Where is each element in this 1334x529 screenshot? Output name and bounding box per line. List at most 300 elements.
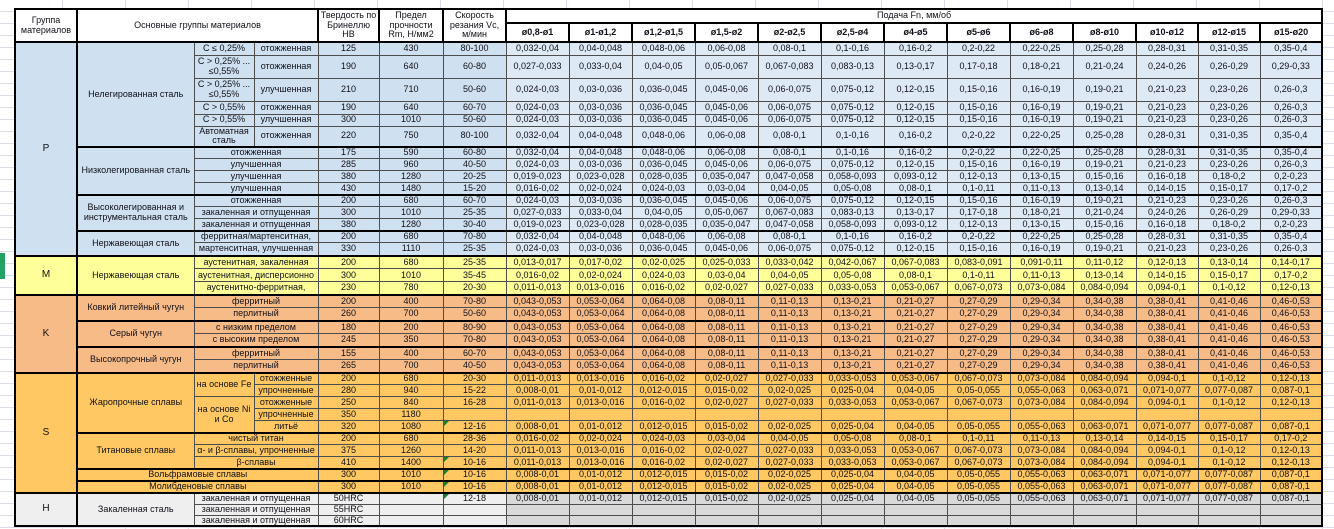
- feed-cell[interactable]: 0,064-0,08: [632, 334, 695, 347]
- hardness-cell[interactable]: 380: [318, 219, 379, 231]
- feed-cell[interactable]: 0,28-0,31: [1136, 42, 1198, 55]
- header-diameter-range[interactable]: ø6-ø8: [1010, 23, 1073, 42]
- feed-cell[interactable]: [1260, 504, 1322, 515]
- speed-cell[interactable]: [443, 409, 506, 421]
- feed-cell[interactable]: 0,04-0,05: [632, 207, 695, 219]
- feed-cell[interactable]: 0,46-0,53: [1260, 295, 1322, 308]
- feed-cell[interactable]: 0,036-0,045: [632, 195, 695, 207]
- speed-cell[interactable]: 25-35: [443, 256, 506, 269]
- strength-cell[interactable]: 700: [379, 360, 443, 373]
- feed-cell[interactable]: 0,013-0,016: [569, 445, 632, 457]
- speed-cell[interactable]: [443, 515, 506, 526]
- feed-cell[interactable]: 0,048-0,06: [632, 147, 695, 159]
- feed-cell[interactable]: 0,16-0,19: [1010, 78, 1073, 101]
- feed-cell[interactable]: 0,094-0,1: [1136, 457, 1198, 469]
- state-cell[interactable]: закаленная и отпущенная: [194, 219, 318, 231]
- hardness-cell[interactable]: 55HRC: [318, 504, 379, 515]
- feed-cell[interactable]: 0,1-0,11: [947, 433, 1010, 445]
- feed-cell[interactable]: 0,025-0,04: [821, 385, 884, 397]
- strength-cell[interactable]: 350: [379, 334, 443, 347]
- feed-cell[interactable]: 0,06-0,075: [758, 159, 821, 171]
- feed-cell[interactable]: 0,23-0,26: [1198, 243, 1260, 256]
- feed-cell[interactable]: 0,043-0,053: [506, 334, 569, 347]
- feed-cell[interactable]: 0,21-0,27: [884, 321, 947, 334]
- hardness-cell[interactable]: 190: [318, 55, 379, 78]
- feed-cell[interactable]: [1073, 515, 1136, 526]
- feed-cell[interactable]: 0,036-0,045: [632, 114, 695, 126]
- feed-cell[interactable]: 0,19-0,21: [1073, 195, 1136, 207]
- feed-cell[interactable]: 0,14-0,15: [1136, 183, 1198, 195]
- feed-cell[interactable]: 0,071-0,077: [1136, 469, 1198, 481]
- state-cell[interactable]: аустенитная, закаленная: [194, 256, 318, 269]
- material-group-cell[interactable]: Закаленная сталь: [77, 493, 194, 526]
- feed-cell[interactable]: 0,02-0,027: [695, 397, 758, 409]
- feed-cell[interactable]: 0,073-0,084: [1010, 457, 1073, 469]
- feed-cell[interactable]: 0,27-0,29: [947, 347, 1010, 360]
- feed-cell[interactable]: 0,29-0,34: [1010, 295, 1073, 308]
- feed-cell[interactable]: 0,05-0,055: [947, 421, 1010, 433]
- feed-cell[interactable]: 0,12-0,13: [1260, 282, 1322, 295]
- feed-cell[interactable]: 0,087-0,1: [1260, 493, 1322, 504]
- feed-cell[interactable]: 0,23-0,26: [1198, 195, 1260, 207]
- feed-cell[interactable]: 0,01-0,012: [569, 481, 632, 493]
- hardness-cell[interactable]: 200: [318, 195, 379, 207]
- feed-cell[interactable]: 0,012-0,015: [632, 469, 695, 481]
- feed-cell[interactable]: 0,27-0,29: [947, 334, 1010, 347]
- feed-cell[interactable]: 0,19-0,21: [1073, 159, 1136, 171]
- hardness-cell[interactable]: 300: [318, 269, 379, 282]
- feed-cell[interactable]: 0,38-0,41: [1136, 334, 1198, 347]
- feed-cell[interactable]: 0,11-0,13: [758, 321, 821, 334]
- feed-cell[interactable]: 0,25-0,28: [1073, 231, 1136, 243]
- feed-cell[interactable]: 0,08-0,11: [695, 295, 758, 308]
- feed-cell[interactable]: 0,1-0,16: [821, 42, 884, 55]
- feed-cell[interactable]: 0,024-0,03: [506, 114, 569, 126]
- state-cell[interactable]: литьё: [254, 421, 318, 433]
- feed-cell[interactable]: 0,087-0,1: [1260, 421, 1322, 433]
- feed-cell[interactable]: [821, 504, 884, 515]
- header-diameter-range[interactable]: ø1,5-ø2: [695, 23, 758, 42]
- feed-cell[interactable]: 0,01-0,012: [569, 469, 632, 481]
- strength-cell[interactable]: 1010: [379, 269, 443, 282]
- feed-cell[interactable]: 0,16-0,19: [1010, 114, 1073, 126]
- speed-cell[interactable]: 80-100: [443, 42, 506, 55]
- feed-cell[interactable]: 0,34-0,38: [1073, 308, 1136, 321]
- feed-cell[interactable]: 0,2-0,23: [1260, 219, 1322, 231]
- feed-cell[interactable]: 0,05-0,055: [947, 469, 1010, 481]
- feed-cell[interactable]: 0,04-0,05: [884, 493, 947, 504]
- feed-cell[interactable]: 0,036-0,045: [632, 243, 695, 256]
- feed-cell[interactable]: [632, 515, 695, 526]
- material-group-cell[interactable]: Нелегированная сталь: [77, 42, 194, 147]
- state-cell[interactable]: отожженные: [254, 373, 318, 385]
- state-cell[interactable]: закаленная и отпущенная: [194, 515, 318, 526]
- feed-cell[interactable]: 0,02-0,024: [569, 183, 632, 195]
- feed-cell[interactable]: 0,26-0,3: [1260, 114, 1322, 126]
- hardness-cell[interactable]: 245: [318, 334, 379, 347]
- feed-cell[interactable]: 0,41-0,46: [1198, 321, 1260, 334]
- feed-cell[interactable]: 0,032-0,04: [506, 147, 569, 159]
- feed-cell[interactable]: 0,053-0,064: [569, 360, 632, 373]
- hardness-cell[interactable]: 320: [318, 421, 379, 433]
- feed-cell[interactable]: 0,13-0,17: [884, 55, 947, 78]
- material-group-cell[interactable]: Серый чугун: [77, 321, 194, 347]
- hardness-cell[interactable]: 210: [318, 78, 379, 101]
- speed-cell[interactable]: 60-80: [443, 147, 506, 159]
- state-cell[interactable]: отожженная: [254, 126, 318, 147]
- subtype-cell[interactable]: Автоматная сталь: [194, 126, 254, 147]
- feed-cell[interactable]: 0,17-0,2: [1260, 269, 1322, 282]
- state-cell[interactable]: отожженная: [194, 147, 318, 159]
- feed-cell[interactable]: 0,06-0,08: [695, 126, 758, 147]
- feed-cell[interactable]: 0,067-0,083: [758, 55, 821, 78]
- feed-cell[interactable]: 0,12-0,15: [884, 195, 947, 207]
- hardness-cell[interactable]: 350: [318, 409, 379, 421]
- feed-cell[interactable]: 0,1-0,16: [821, 231, 884, 243]
- feed-cell[interactable]: 0,015-0,02: [695, 481, 758, 493]
- feed-cell[interactable]: 0,055-0,063: [1010, 481, 1073, 493]
- feed-cell[interactable]: 0,084-0,094: [1073, 457, 1136, 469]
- feed-cell[interactable]: 0,2-0,23: [1260, 171, 1322, 183]
- feed-cell[interactable]: 0,46-0,53: [1260, 360, 1322, 373]
- feed-cell[interactable]: 0,024-0,03: [632, 269, 695, 282]
- speed-cell[interactable]: 70-80: [443, 231, 506, 243]
- feed-cell[interactable]: 0,23-0,26: [1198, 159, 1260, 171]
- feed-cell[interactable]: 0,16-0,2: [884, 42, 947, 55]
- feed-cell[interactable]: 0,17-0,2: [1260, 183, 1322, 195]
- feed-cell[interactable]: [884, 409, 947, 421]
- header-diameter-range[interactable]: ø1,2-ø1,5: [632, 23, 695, 42]
- feed-cell[interactable]: 0,071-0,077: [1136, 385, 1198, 397]
- material-group-cell[interactable]: Вольфрамовые сплавы: [77, 469, 318, 481]
- feed-cell[interactable]: 0,34-0,38: [1073, 295, 1136, 308]
- feed-cell[interactable]: 0,053-0,064: [569, 308, 632, 321]
- feed-cell[interactable]: 0,075-0,12: [821, 159, 884, 171]
- feed-cell[interactable]: 0,2-0,22: [947, 126, 1010, 147]
- feed-cell[interactable]: 0,35-0,4: [1260, 126, 1322, 147]
- hardness-cell[interactable]: 285: [318, 159, 379, 171]
- feed-cell[interactable]: 0,25-0,28: [1073, 42, 1136, 55]
- feed-cell[interactable]: 0,04-0,05: [758, 183, 821, 195]
- feed-cell[interactable]: 0,12-0,13: [947, 171, 1010, 183]
- material-group-cell[interactable]: Низколегированная сталь: [77, 147, 194, 195]
- feed-cell[interactable]: 0,064-0,08: [632, 308, 695, 321]
- feed-cell[interactable]: 0,073-0,084: [1010, 373, 1073, 385]
- feed-cell[interactable]: 0,08-0,1: [884, 269, 947, 282]
- feed-cell[interactable]: 0,073-0,084: [1010, 397, 1073, 409]
- feed-cell[interactable]: 0,02-0,024: [569, 269, 632, 282]
- feed-cell[interactable]: 0,019-0,023: [506, 171, 569, 183]
- feed-cell[interactable]: 0,04-0,048: [569, 42, 632, 55]
- speed-cell[interactable]: 20-25: [443, 171, 506, 183]
- hardness-cell[interactable]: 175: [318, 147, 379, 159]
- feed-cell[interactable]: 0,1-0,11: [947, 269, 1010, 282]
- state-cell[interactable]: отожженная: [194, 195, 318, 207]
- feed-cell[interactable]: 0,045-0,06: [695, 101, 758, 114]
- feed-cell[interactable]: 0,043-0,053: [506, 347, 569, 360]
- feed-cell[interactable]: 0,13-0,14: [1073, 269, 1136, 282]
- feed-cell[interactable]: 0,02-0,025: [758, 385, 821, 397]
- feed-cell[interactable]: 0,024-0,03: [632, 183, 695, 195]
- feed-cell[interactable]: 0,053-0,064: [569, 295, 632, 308]
- strength-cell[interactable]: 960: [379, 159, 443, 171]
- speed-cell[interactable]: 12-16: [443, 421, 506, 433]
- header-diameter-range[interactable]: ø15-ø20: [1260, 23, 1322, 42]
- state-cell[interactable]: улучшенная: [194, 183, 318, 195]
- feed-cell[interactable]: 0,08-0,1: [884, 433, 947, 445]
- feed-cell[interactable]: 0,028-0,035: [632, 219, 695, 231]
- feed-cell[interactable]: 0,1-0,16: [821, 126, 884, 147]
- feed-cell[interactable]: 0,083-0,13: [821, 207, 884, 219]
- feed-cell[interactable]: 0,1-0,12: [1198, 445, 1260, 457]
- header-brinell-hardness[interactable]: Твердость по Бринеллю HB: [318, 9, 379, 42]
- feed-cell[interactable]: [821, 515, 884, 526]
- feed-cell[interactable]: 0,1-0,16: [821, 147, 884, 159]
- feed-cell[interactable]: 0,35-0,4: [1260, 42, 1322, 55]
- state-cell[interactable]: чистый титан: [194, 433, 318, 445]
- feed-cell[interactable]: 0,077-0,087: [1198, 469, 1260, 481]
- feed-cell[interactable]: 0,033-0,053: [821, 457, 884, 469]
- feed-cell[interactable]: 0,12-0,15: [884, 243, 947, 256]
- feed-cell[interactable]: 0,055-0,063: [1010, 385, 1073, 397]
- feed-cell[interactable]: 0,38-0,41: [1136, 308, 1198, 321]
- feed-cell[interactable]: 0,024-0,03: [506, 243, 569, 256]
- feed-cell[interactable]: [1260, 409, 1322, 421]
- feed-cell[interactable]: 0,14-0,17: [1260, 256, 1322, 269]
- feed-cell[interactable]: 0,023-0,028: [569, 171, 632, 183]
- feed-cell[interactable]: [632, 504, 695, 515]
- feed-cell[interactable]: 0,032-0,04: [506, 231, 569, 243]
- strength-cell[interactable]: 1110: [379, 243, 443, 256]
- feed-cell[interactable]: 0,01-0,012: [569, 493, 632, 504]
- feed-cell[interactable]: 0,053-0,064: [569, 334, 632, 347]
- strength-cell[interactable]: 780: [379, 282, 443, 295]
- feed-cell[interactable]: 0,29-0,34: [1010, 334, 1073, 347]
- strength-cell[interactable]: 1400: [379, 457, 443, 469]
- feed-cell[interactable]: 0,048-0,06: [632, 231, 695, 243]
- strength-cell[interactable]: 1280: [379, 171, 443, 183]
- feed-cell[interactable]: 0,22-0,25: [1010, 126, 1073, 147]
- feed-cell[interactable]: 0,11-0,13: [758, 308, 821, 321]
- feed-cell[interactable]: 0,02-0,027: [695, 457, 758, 469]
- feed-cell[interactable]: 0,11-0,13: [1010, 183, 1073, 195]
- hardness-cell[interactable]: 300: [318, 114, 379, 126]
- header-main-material-groups[interactable]: Основные группы материалов: [77, 9, 318, 42]
- feed-cell[interactable]: 0,06-0,075: [758, 243, 821, 256]
- feed-cell[interactable]: 0,13-0,21: [821, 334, 884, 347]
- feed-cell[interactable]: 0,46-0,53: [1260, 347, 1322, 360]
- feed-cell[interactable]: 0,2-0,22: [947, 42, 1010, 55]
- feed-cell[interactable]: 0,087-0,1: [1260, 481, 1322, 493]
- feed-cell[interactable]: 0,46-0,53: [1260, 321, 1322, 334]
- feed-cell[interactable]: 0,094-0,1: [1136, 445, 1198, 457]
- feed-cell[interactable]: 0,28-0,31: [1136, 126, 1198, 147]
- feed-cell[interactable]: 0,1-0,11: [947, 183, 1010, 195]
- speed-cell[interactable]: 20-30: [443, 373, 506, 385]
- feed-cell[interactable]: 0,063-0,071: [1073, 421, 1136, 433]
- feed-cell[interactable]: 0,016-0,02: [632, 457, 695, 469]
- feed-cell[interactable]: 0,12-0,13: [1260, 445, 1322, 457]
- feed-cell[interactable]: 0,21-0,23: [1136, 101, 1198, 114]
- feed-cell[interactable]: 0,04-0,05: [884, 385, 947, 397]
- hardness-cell[interactable]: 375: [318, 445, 379, 457]
- speed-cell[interactable]: 28-36: [443, 433, 506, 445]
- feed-cell[interactable]: 0,05-0,067: [695, 207, 758, 219]
- feed-cell[interactable]: [632, 409, 695, 421]
- feed-cell[interactable]: 0,16-0,19: [1010, 159, 1073, 171]
- state-cell[interactable]: улучшенная: [254, 78, 318, 101]
- feed-cell[interactable]: 0,06-0,075: [758, 78, 821, 101]
- state-cell[interactable]: улучшенная: [194, 171, 318, 183]
- feed-cell[interactable]: 0,077-0,087: [1198, 481, 1260, 493]
- feed-cell[interactable]: 0,03-0,036: [569, 243, 632, 256]
- feed-cell[interactable]: 0,08-0,11: [695, 308, 758, 321]
- feed-cell[interactable]: 0,18-0,2: [1198, 171, 1260, 183]
- feed-cell[interactable]: [947, 515, 1010, 526]
- feed-cell[interactable]: 0,077-0,087: [1198, 421, 1260, 433]
- header-tensile-strength[interactable]: Предел прочности Rm, Н/мм2: [379, 9, 443, 42]
- feed-cell[interactable]: 0,013-0,016: [569, 373, 632, 385]
- material-group-cell[interactable]: Жаропрочные сплавы: [77, 373, 194, 433]
- feed-cell[interactable]: 0,027-0,033: [758, 445, 821, 457]
- feed-cell[interactable]: 0,41-0,46: [1198, 295, 1260, 308]
- feed-cell[interactable]: 0,11-0,13: [1010, 433, 1073, 445]
- feed-cell[interactable]: 0,08-0,1: [758, 42, 821, 55]
- state-cell[interactable]: перлитный: [194, 360, 318, 373]
- feed-cell[interactable]: 0,03-0,036: [569, 159, 632, 171]
- feed-cell[interactable]: 0,04-0,05: [884, 421, 947, 433]
- feed-cell[interactable]: 0,29-0,34: [1010, 321, 1073, 334]
- feed-cell[interactable]: 0,013-0,016: [569, 457, 632, 469]
- feed-cell[interactable]: [695, 515, 758, 526]
- hardness-cell[interactable]: 430: [318, 183, 379, 195]
- feed-cell[interactable]: 0,06-0,08: [695, 231, 758, 243]
- feed-cell[interactable]: 0,016-0,02: [632, 445, 695, 457]
- feed-cell[interactable]: 0,2-0,22: [947, 147, 1010, 159]
- feed-cell[interactable]: 0,033-0,053: [821, 445, 884, 457]
- feed-cell[interactable]: 0,067-0,073: [947, 397, 1010, 409]
- feed-cell[interactable]: 0,08-0,1: [758, 147, 821, 159]
- feed-cell[interactable]: [506, 409, 569, 421]
- feed-cell[interactable]: 0,18-0,21: [1010, 207, 1073, 219]
- feed-cell[interactable]: 0,15-0,16: [947, 243, 1010, 256]
- state-cell[interactable]: упрочненные: [254, 409, 318, 421]
- hardness-cell[interactable]: 380: [318, 171, 379, 183]
- feed-cell[interactable]: 0,04-0,048: [569, 231, 632, 243]
- feed-cell[interactable]: 0,045-0,06: [695, 195, 758, 207]
- hardness-cell[interactable]: 280: [318, 385, 379, 397]
- feed-cell[interactable]: 0,019-0,023: [506, 219, 569, 231]
- feed-cell[interactable]: 0,04-0,048: [569, 126, 632, 147]
- feed-cell[interactable]: 0,1-0,12: [1198, 397, 1260, 409]
- speed-cell[interactable]: 60-70: [443, 101, 506, 114]
- state-cell[interactable]: закаленная и отпущенная: [194, 207, 318, 219]
- hardness-cell[interactable]: 410: [318, 457, 379, 469]
- feed-cell[interactable]: 0,048-0,06: [632, 42, 695, 55]
- feed-cell[interactable]: [1198, 409, 1260, 421]
- strength-cell[interactable]: 710: [379, 78, 443, 101]
- feed-cell[interactable]: 0,22-0,25: [1010, 147, 1073, 159]
- feed-cell[interactable]: 0,16-0,2: [884, 231, 947, 243]
- feed-cell[interactable]: 0,41-0,46: [1198, 360, 1260, 373]
- feed-cell[interactable]: 0,27-0,29: [947, 321, 1010, 334]
- feed-cell[interactable]: 0,016-0,02: [632, 397, 695, 409]
- feed-cell[interactable]: 0,28-0,31: [1136, 231, 1198, 243]
- feed-cell[interactable]: 0,094-0,1: [1136, 373, 1198, 385]
- feed-cell[interactable]: 0,073-0,084: [1010, 445, 1073, 457]
- feed-cell[interactable]: 0,033-0,042: [758, 256, 821, 269]
- feed-cell[interactable]: 0,12-0,13: [1136, 256, 1198, 269]
- feed-cell[interactable]: 0,15-0,17: [1198, 269, 1260, 282]
- feed-cell[interactable]: [1010, 409, 1073, 421]
- feed-cell[interactable]: 0,21-0,27: [884, 308, 947, 321]
- material-group-cell[interactable]: Высокопрочный чугун: [77, 347, 194, 373]
- hardness-cell[interactable]: 190: [318, 101, 379, 114]
- hardness-cell[interactable]: 200: [318, 231, 379, 243]
- feed-cell[interactable]: 0,16-0,18: [1136, 219, 1198, 231]
- header-diameter-range[interactable]: ø12-ø15: [1198, 23, 1260, 42]
- feed-cell[interactable]: 0,21-0,23: [1136, 159, 1198, 171]
- feed-cell[interactable]: 0,053-0,067: [884, 457, 947, 469]
- strength-cell[interactable]: [379, 504, 443, 515]
- feed-cell[interactable]: 0,23-0,26: [1198, 78, 1260, 101]
- feed-cell[interactable]: 0,01-0,012: [569, 385, 632, 397]
- feed-cell[interactable]: 0,06-0,08: [695, 147, 758, 159]
- feed-cell[interactable]: 0,016-0,02: [632, 282, 695, 295]
- feed-cell[interactable]: 0,21-0,27: [884, 360, 947, 373]
- state-cell[interactable]: отожженные: [254, 397, 318, 409]
- strength-cell[interactable]: 1080: [379, 421, 443, 433]
- state-cell[interactable]: с высоким пределом: [194, 334, 318, 347]
- feed-cell[interactable]: 0,03-0,04: [695, 183, 758, 195]
- feed-cell[interactable]: [821, 409, 884, 421]
- feed-cell[interactable]: 0,16-0,18: [1136, 171, 1198, 183]
- feed-cell[interactable]: 0,11-0,12: [1073, 256, 1136, 269]
- feed-cell[interactable]: 0,21-0,24: [1073, 207, 1136, 219]
- feed-cell[interactable]: 0,083-0,091: [947, 256, 1010, 269]
- feed-cell[interactable]: 0,024-0,03: [506, 195, 569, 207]
- feed-cell[interactable]: 0,08-0,11: [695, 321, 758, 334]
- strength-cell[interactable]: 680: [379, 433, 443, 445]
- feed-cell[interactable]: 0,035-0,047: [695, 171, 758, 183]
- feed-cell[interactable]: 0,13-0,15: [1010, 219, 1073, 231]
- hardness-cell[interactable]: 250: [318, 397, 379, 409]
- feed-cell[interactable]: 0,31-0,35: [1198, 42, 1260, 55]
- feed-cell[interactable]: 0,016-0,02: [506, 433, 569, 445]
- feed-cell[interactable]: 0,13-0,15: [1010, 171, 1073, 183]
- header-diameter-range[interactable]: ø2-ø2,5: [758, 23, 821, 42]
- feed-cell[interactable]: 0,13-0,21: [821, 321, 884, 334]
- feed-cell[interactable]: 0,29-0,34: [1010, 308, 1073, 321]
- feed-cell[interactable]: 0,34-0,38: [1073, 334, 1136, 347]
- feed-cell[interactable]: 0,043-0,053: [506, 360, 569, 373]
- feed-cell[interactable]: 0,21-0,23: [1136, 114, 1198, 126]
- feed-cell[interactable]: 0,15-0,16: [947, 159, 1010, 171]
- feed-cell[interactable]: 0,08-0,11: [695, 334, 758, 347]
- feed-cell[interactable]: 0,084-0,094: [1073, 373, 1136, 385]
- speed-cell[interactable]: 10-16: [443, 457, 506, 469]
- feed-cell[interactable]: 0,055-0,063: [1010, 493, 1073, 504]
- speed-cell[interactable]: 70-80: [443, 334, 506, 347]
- feed-cell[interactable]: 0,06-0,075: [758, 114, 821, 126]
- strength-cell[interactable]: 640: [379, 101, 443, 114]
- feed-cell[interactable]: 0,03-0,036: [569, 195, 632, 207]
- feed-cell[interactable]: 0,023-0,028: [569, 219, 632, 231]
- feed-cell[interactable]: 0,22-0,25: [1010, 42, 1073, 55]
- feed-cell[interactable]: 0,06-0,075: [758, 101, 821, 114]
- strength-cell[interactable]: 1010: [379, 481, 443, 493]
- feed-cell[interactable]: 0,032-0,04: [506, 126, 569, 147]
